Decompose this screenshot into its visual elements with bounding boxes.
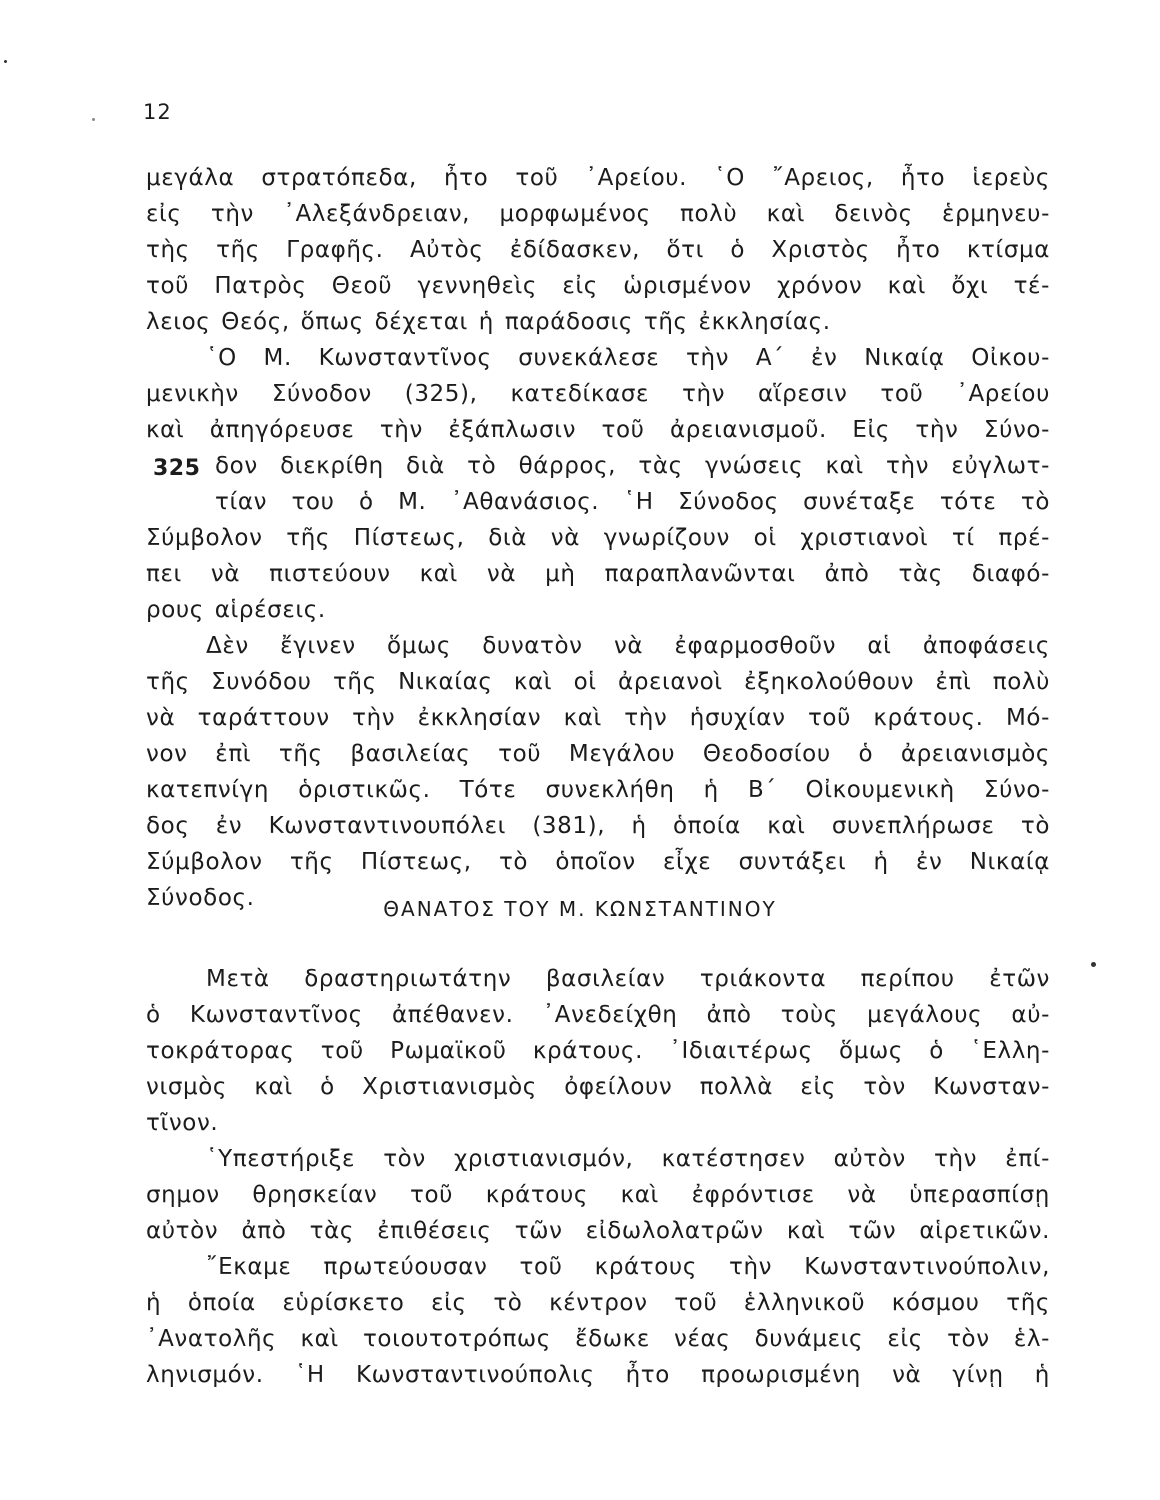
text-line: κατεπνίγη ὁριστικῶς. Τότε συνεκλήθη ἡ Β΄ Οἰκουμενικὴ Σύνο-: [146, 777, 1050, 803]
scan-speck: [92, 118, 95, 121]
margin-year-note: 325: [153, 456, 201, 481]
text-line: νον ἐπὶ τῆς βασιλείας τοῦ Μεγάλου Θεοδοσίου ὁ ἀρειανισμὸς: [146, 741, 1050, 767]
text-line: Σύμβολον τῆς Πίστεως, τὸ ὁποῖον εἶχε συντάξει ἡ ἐν Νικαίᾳ: [146, 849, 1050, 875]
text-line: πει νὰ πιστεύουν καὶ νὰ μὴ παραπλανῶνται ἀπὸ τὰς διαφό-: [146, 561, 1050, 587]
text-line: εἰς τὴν ᾿Αλεξάνδρειαν, μορφωμένος πολὺ καὶ δεινὸς ἑρμηνευ-: [146, 201, 1050, 227]
text-line: μεγάλα στρατόπεδα, ἦτο τοῦ ᾿Αρείου. ῾Ο ῎Αρειος, ἦτο ἱερεὺς: [146, 165, 1050, 191]
text-line: τοκράτορας τοῦ Ρωμαϊκοῦ κράτους. ᾿Ιδιαιτέρως ὅμως ὁ ῾Ελλη-: [146, 1038, 1050, 1064]
text-line: νὰ ταράττουν τὴν ἐκκλησίαν καὶ τὴν ἡσυχίαν τοῦ κράτους. Μό-: [146, 705, 1050, 731]
text-line: ᾿Ανατολῆς καὶ τοιουτοτρόπως ἔδωκε νέας δυνάμεις εἰς τὸν ἑλ-: [146, 1326, 1050, 1352]
text-line: σημον θρησκείαν τοῦ κράτους καὶ ἐφρόντισε νὰ ὑπερασπίσῃ: [146, 1182, 1050, 1208]
text-line: λειος Θεός, ὅπως δέχεται ἡ παράδοσις τῆς ἐκκλησίας.: [146, 309, 831, 335]
text-line: δος ἐν Κωνσταντινουπόλει (381), ἡ ὁποία καὶ συνεπλήρωσε τὸ: [146, 813, 1050, 839]
text-line: καὶ ἀπηγόρευσε τὴν ἐξάπλωσιν τοῦ ἀρειανισμοῦ. Εἰς τὴν Σύνο-: [146, 417, 1050, 443]
text-line: αὐτὸν ἀπὸ τὰς ἐπιθέσεις τῶν εἰδωλολατρῶν καὶ τῶν αἱρετικῶν.: [146, 1218, 1050, 1244]
text-line: Σύνοδος.: [146, 885, 255, 911]
text-line: ῾Ο Μ. Κωνσταντῖνος συνεκάλεσε τὴν Α΄ ἐν Νικαίᾳ Οἰκου-: [206, 345, 1050, 371]
section-heading: ΘΑΝΑΤΟΣ ΤΟΥ Μ. ΚΩΝΣΤΑΝΤΙΝΟΥ: [383, 897, 777, 921]
page-number: 12: [143, 100, 172, 124]
text-line: τὴς τῆς Γραφῆς. Αὐτὸς ἐδίδασκεν, ὅτι ὁ Χριστὸς ἦτο κτίσμα: [146, 237, 1050, 263]
text-line: ῎Εκαμε πρωτεύουσαν τοῦ κράτους τὴν Κωνσταντινούπολιν,: [206, 1254, 1050, 1280]
scan-speck: [1091, 962, 1096, 967]
text-line: ὁ Κωνσταντῖνος ἀπέθανεν. ᾿Ανεδείχθη ἀπὸ τοὺς μεγάλους αὐ-: [146, 1002, 1050, 1028]
text-line: ληνισμόν. ῾Η Κωνσταντινούπολις ἦτο προωρισμένη νὰ γίνῃ ἡ: [146, 1362, 1050, 1388]
text-line: Δὲν ἔγινεν ὅμως δυνατὸν νὰ ἐφαρμοσθοῦν αἱ ἀποφάσεις: [206, 633, 1050, 659]
text-line: τῆς Συνόδου τῆς Νικαίας καὶ οἱ ἀρειανοὶ ἐξηκολούθουν ἐπὶ πολὺ: [146, 669, 1050, 695]
scan-speck: [4, 60, 7, 63]
text-line: ρους αἱρέσεις.: [146, 597, 326, 623]
text-line: Σύμβολον τῆς Πίστεως, διὰ νὰ γνωρίζουν οἱ χριστιανοὶ τί πρέ-: [146, 525, 1050, 551]
text-line: τίαν του ὁ Μ. ᾿Αθανάσιος. ῾Η Σύνοδος συνέταξε τότε τὸ: [215, 489, 1050, 515]
text-line: νισμὸς καὶ ὁ Χριστιανισμὸς ὀφείλουν πολλὰ εἰς τὸν Κωνσταν-: [146, 1074, 1050, 1100]
text-line: ἡ ὁποία εὑρίσκετο εἰς τὸ κέντρον τοῦ ἑλληνικοῦ κόσμου τῆς: [146, 1290, 1050, 1316]
text-line: δον διεκρίθη διὰ τὸ θάρρος, τὰς γνώσεις καὶ τὴν εὐγλωτ-: [215, 453, 1050, 479]
text-line: ῾Υπεστήριξε τὸν χριστιανισμόν, κατέστησεν αὐτὸν τὴν ἐπί-: [206, 1146, 1050, 1172]
text-line: μενικὴν Σύνοδον (325), κατεδίκασε τὴν αἵρεσιν τοῦ ᾿Αρείου: [146, 381, 1050, 407]
text-line: τοῦ Πατρὸς Θεοῦ γεννηθεὶς εἰς ὡρισμένον χρόνον καὶ ὄχι τέ-: [146, 273, 1050, 299]
text-line: τῖνον.: [146, 1110, 219, 1136]
text-line: Μετὰ δραστηριωτάτην βασιλείαν τριάκοντα περίπου ἐτῶν: [206, 966, 1050, 992]
